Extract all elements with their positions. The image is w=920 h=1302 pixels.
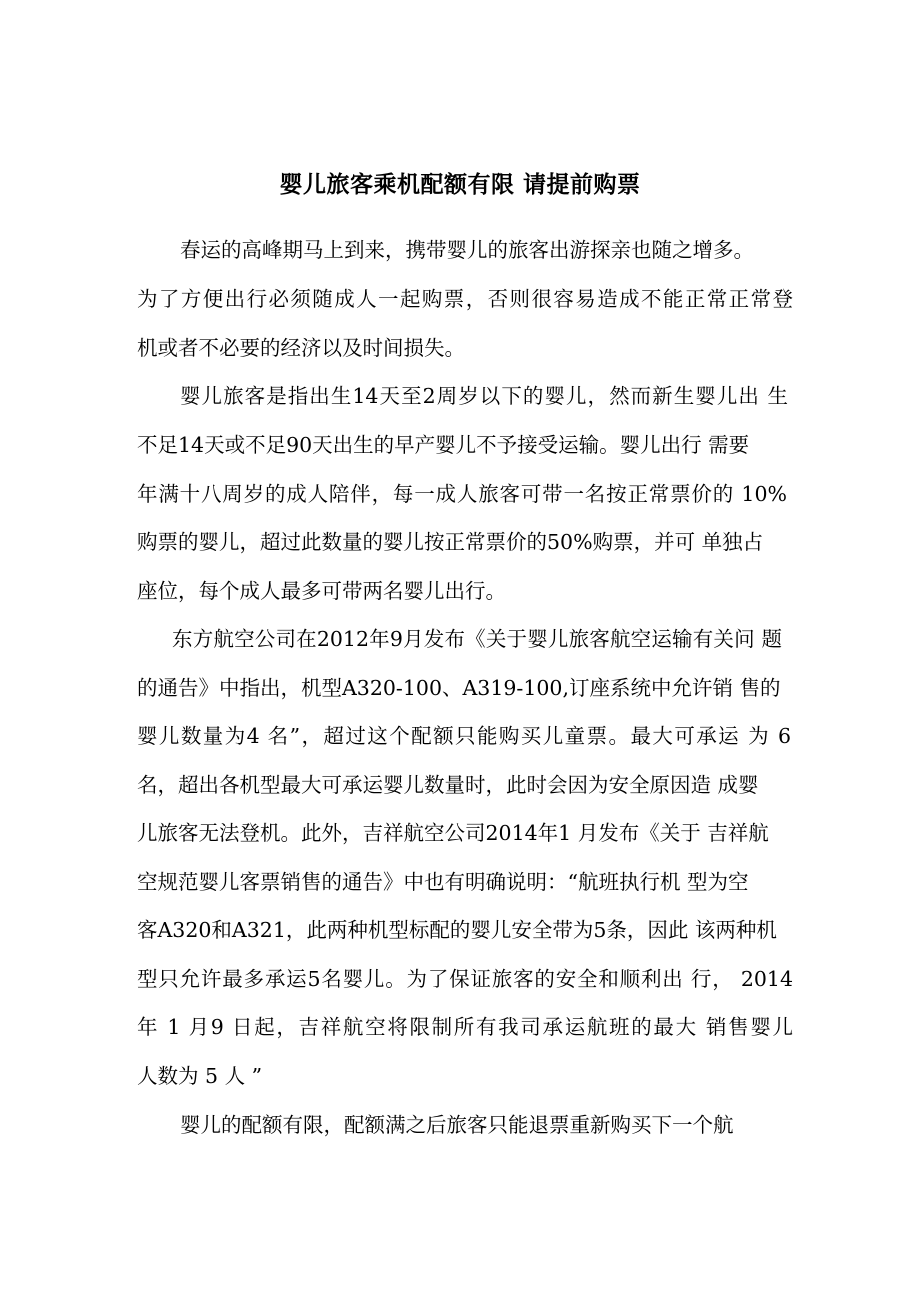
body-line: 名，超出各机型最大可承运婴儿数量时，此时会因为安全原因造 成婴: [137, 773, 759, 797]
body-line: 不足14天或不足90天出生的早产婴儿不予接受运输。婴儿出行 需要: [137, 433, 750, 457]
body-line: 婴儿旅客是指出生14天至2周岁以下的婴儿，然而新生婴儿出 生: [180, 384, 788, 408]
body-line: 儿旅客无法登机。此外，吉祥航空公司2014年1 月发布《关于 吉祥航: [137, 821, 769, 845]
body-line: 东方航空公司在2012年9月发布《关于婴儿旅客航空运输有关问 题: [172, 627, 782, 651]
body-line: 婴儿数量为4 名”，超过这个配额只能购买儿童票。最大可承运 为 6: [137, 724, 791, 748]
body-line: 年满十八周岁的成人陪伴，每一成人旅客可带一名按正常票价的 10%: [137, 482, 787, 506]
body-line: 座位，每个成人最多可带两名婴儿出行。: [137, 579, 506, 603]
body-line: 的通告》中指出，机型A320-100、A319-100,订座系统中允许销 售的: [137, 676, 781, 700]
body-line: 为了方便出行必须随成人一起购票，否则很容易造成不能正常正常登: [137, 287, 793, 311]
body-line: 年 1 月9 日起，吉祥航空将限制所有我司承运航班的最大 销售婴儿: [137, 1015, 793, 1039]
body-line: 人数为 5 人 ”: [137, 1064, 263, 1088]
body-line: 型只允许最多承运5名婴儿。为了保证旅客的安全和顺利出 行， 2014: [137, 967, 793, 991]
body-line: 客A320和A321，此两种机型标配的婴儿安全带为5条，因此 该两种机: [137, 918, 777, 942]
body-line: 婴儿的配额有限，配额满之后旅客只能退票重新购买下一个航: [180, 1113, 734, 1137]
body-line: 购票的婴儿，超过此数量的婴儿按正常票价的50%购票，并可 单独占: [137, 530, 764, 554]
body-line: 空规范婴儿客票销售的通告》中也有明确说明：“航班执行机 型为空: [137, 870, 749, 894]
document-title: 婴儿旅客乘机配额有限 请提前购票: [279, 171, 641, 198]
body-line: 机或者不必要的经济以及时间损失。: [137, 336, 465, 360]
body-line: 春运的高峰期马上到来，携带婴儿的旅客出游探亲也随之增多。: [180, 238, 754, 262]
